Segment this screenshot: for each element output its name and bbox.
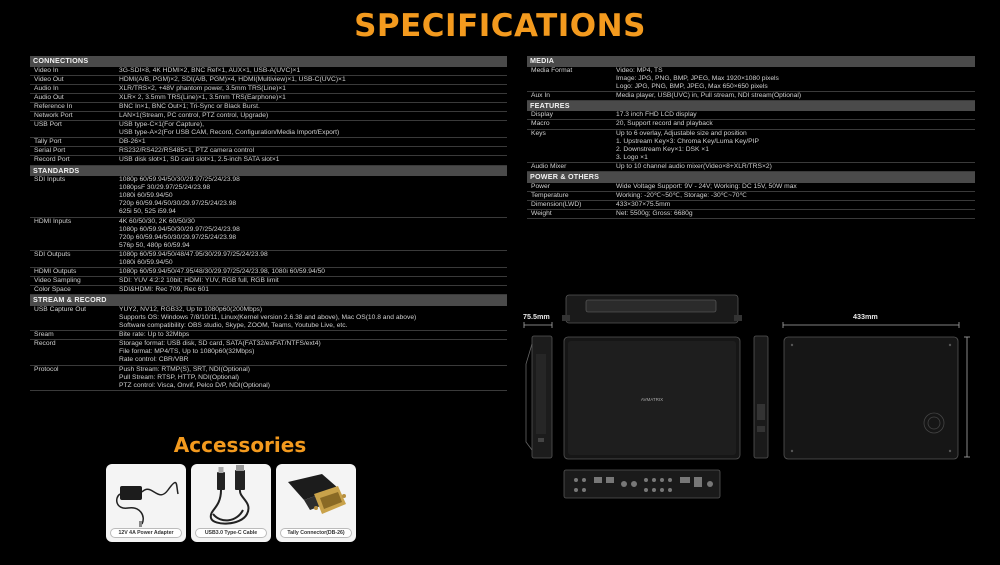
spec-row-power	[527, 183, 975, 192]
spec-value	[119, 156, 507, 164]
spec-row-video-in	[30, 67, 507, 76]
spec-row-usb-capture-out	[30, 306, 507, 331]
spec-key: Video Out	[34, 75, 64, 83]
spec-value-line: BNC In×1, BNC Out×1; Tri-Sync or Black Burst.	[119, 102, 260, 110]
spec-value-line: 1080i 60/59.94/50	[119, 192, 173, 200]
spec-row-color-space	[30, 286, 507, 295]
accessory-card-tally-connector	[276, 464, 356, 542]
spec-row-audio-mixer	[527, 163, 975, 172]
accessory-card-usb-cable	[191, 464, 271, 542]
spec-row-record	[30, 340, 507, 365]
spec-row-aux-in	[527, 92, 975, 101]
spec-value-line: 1080p 60/59.94/50/30/29.97/25/24/23.98	[119, 225, 240, 233]
spec-value-line: 720p 60/59.94/50/30/29.97/25/24/23.98	[119, 233, 237, 241]
spec-value-line: 625i 50, 525 i59.94	[119, 208, 176, 216]
spec-value-line: DB-26×1	[119, 138, 146, 146]
spec-key: Reference In	[34, 102, 73, 110]
spec-value-line: LAN×1(Stream, PC control, PTZ control, Upgrade)	[119, 111, 269, 119]
spec-row-record-port	[30, 156, 507, 165]
spec-key: USB Capture Out	[34, 305, 87, 313]
spec-row-hdmi-inputs	[30, 218, 507, 251]
spec-value	[119, 94, 507, 102]
spec-key: HDMI Outputs	[34, 268, 77, 276]
spec-value-line: 3. Logo ×1	[616, 153, 648, 161]
spec-value-line: 720p 60/59.94/50/30/29.97/25/24/23.98	[119, 200, 237, 208]
spec-value-line: HDMI(A/B, PGM)×2, SDI(A/B, PGM)×4, HDMI(Multiview)×1, USB-C(UVC)×1	[119, 75, 346, 83]
spec-key: Dimension(LWD)	[531, 200, 582, 208]
spec-value	[119, 121, 507, 137]
device-io-panel	[562, 468, 722, 500]
spec-row-usb-port	[30, 121, 507, 138]
spec-key: Display	[531, 111, 553, 119]
spec-value	[119, 218, 507, 250]
spec-value-line: SDI: YUV 4:2:2 10bit; HDMI: YUV, RGB full, RGB limit	[119, 277, 279, 285]
accessory-label: Tally Connector(DB-26)	[280, 528, 352, 538]
width-dimension-line	[782, 322, 960, 328]
height-dimension-line	[964, 336, 970, 458]
spec-value	[616, 130, 975, 162]
spec-key: Temperature	[531, 191, 569, 199]
spec-value-line: Logo: JPG, PNG, BMP, JPEG, Max 650×650 pixels	[616, 82, 768, 90]
spec-value	[616, 192, 975, 200]
spec-row-audio-in	[30, 85, 507, 94]
accessory-label: USB3.0 Type-C Cable	[195, 528, 267, 538]
depth-dimension: 75.5mm	[523, 312, 550, 321]
spec-row-reference-in	[30, 103, 507, 112]
db26-connector-icon	[276, 464, 356, 530]
spec-value-line: 576p 50, 480p 60/59.94	[119, 241, 190, 249]
spec-key: SDI Outputs	[34, 250, 71, 258]
spec-value-line: 433×307×75.5mm	[616, 200, 671, 208]
spec-value-line: PTZ control: Visca, Onvif, Pelco D/P, NDI(Optional)	[119, 381, 271, 389]
spec-value	[616, 111, 975, 119]
spec-key: Aux In	[531, 91, 550, 99]
spec-value-line: USB type-A×2(For USB CAM, Record, Configuration/Media Import/Export)	[119, 129, 340, 137]
spec-value-line: File format: MP4/TS, Up to 1080p60(32Mbps)	[119, 348, 255, 356]
spec-key: Audio Mixer	[531, 162, 567, 170]
spec-value-line: Pull Stream: RTSP, HTTP, NDI(Optional)	[119, 373, 240, 381]
power-adapter-icon	[106, 464, 186, 530]
spec-key: Sream	[34, 331, 54, 339]
spec-row-audio-out	[30, 94, 507, 103]
spec-row-media-format	[527, 67, 975, 92]
spec-value	[616, 201, 975, 209]
spec-value	[616, 120, 975, 128]
usb-cable-icon	[191, 464, 271, 530]
spec-value-line: 1. Upstream Key×3: Chroma Key/Luma Key/PIP	[616, 137, 759, 145]
spec-value-line: 1080p 60/59.94/50/47.95/48/30/29.97/25/24/23.98, 1080i 60/59.94/50	[119, 268, 326, 276]
spec-value	[616, 92, 975, 100]
spec-value-line: SDI&HDMI: Rec 709, Rec 601	[119, 286, 209, 294]
section-heading-standards: STANDARDS	[30, 166, 507, 177]
spec-row-tally-port	[30, 138, 507, 147]
brand-logo: AVMATRIX	[640, 397, 664, 402]
spec-key: Serial Port	[34, 147, 66, 155]
spec-value	[119, 85, 507, 93]
spec-key: Video In	[34, 66, 59, 74]
spec-row-serial-port	[30, 147, 507, 156]
spec-key: Audio Out	[34, 93, 64, 101]
device-front-view	[562, 335, 742, 461]
spec-row-macro	[527, 120, 975, 129]
spec-row-video-sampling	[30, 277, 507, 286]
spec-value	[119, 331, 507, 339]
spec-value-line: Supports OS: Windows 7/8/10/11, Linux(Kernel version 2.6.38 and above), Mac OS(10.8 and above)	[119, 313, 417, 321]
accessory-label: 12V 4A Power Adapter	[110, 528, 182, 538]
spec-value-line: Working: -20℃~50℃, Storage: -30℃~70℃	[616, 191, 748, 199]
spec-value	[119, 76, 507, 84]
spec-row-sdi-inputs	[30, 176, 507, 217]
spec-value	[119, 286, 507, 294]
spec-value	[119, 251, 507, 267]
spec-value-line: YUY2, NV12, RGB32, Up to 1080p60(200Mbps)	[119, 305, 263, 313]
spec-value-line: USB type-C×1(For Capture),	[119, 121, 204, 129]
spec-value	[119, 147, 507, 155]
spec-key: Tally Port	[34, 138, 62, 146]
spec-row-protocol	[30, 366, 507, 391]
spec-value	[119, 103, 507, 111]
spec-value-line: Video: MP4, TS	[616, 66, 663, 74]
spec-value-line: Rate control: CBR/VBR	[119, 356, 189, 364]
spec-value-line: 1080psF 30/29.97/25/24/23.98	[119, 184, 211, 192]
spec-value-line: Up to 6 overlay, Adjustable size and position	[616, 129, 747, 137]
spec-key: Keys	[531, 129, 546, 137]
spec-key: Color Space	[34, 286, 71, 294]
spec-key: Protocol	[34, 365, 59, 373]
section-heading-media: MEDIA	[527, 56, 975, 67]
spec-value-line: USB disk slot×1, SD card slot×1, 2.5-inch SATA slot×1	[119, 156, 280, 164]
spec-row-network-port	[30, 112, 507, 121]
spec-value	[616, 210, 975, 218]
spec-value	[119, 268, 507, 276]
spec-value-line: Push Stream: RTMP(S), SRT, NDI(Optional)	[119, 365, 250, 373]
spec-key: Record Port	[34, 156, 70, 164]
spec-value-line: Image: JPG, PNG, BMP, JPEG, Max 1920×1080 pixels	[616, 74, 779, 82]
spec-key: Network Port	[34, 111, 73, 119]
spec-value-line: Software compatibility: OBS studio, Skype, ZOOM, Teams, Youtube Live, etc.	[119, 322, 348, 330]
depth-dimension-line	[523, 322, 553, 328]
device-right-side-view	[750, 334, 772, 460]
spec-row-display	[527, 111, 975, 120]
spec-key: Power	[531, 182, 550, 190]
spec-key: SDI Inputs	[34, 176, 66, 184]
spec-key: Media Format	[531, 66, 573, 74]
spec-value	[616, 163, 975, 171]
spec-key: Audio In	[34, 84, 59, 92]
spec-key: Video Sampling	[34, 277, 81, 285]
spec-value	[119, 176, 507, 216]
spec-row-dimension-lwd	[527, 201, 975, 210]
spec-value-line: 2. Downstream Key×1: DSK ×1	[616, 145, 709, 153]
spec-value-line: Media player, USB(UVC) in, Pull stream, NDI stream(Optional)	[616, 91, 802, 99]
spec-value	[119, 277, 507, 285]
spec-value-line: Net: 5500g; Gross: 6680g	[616, 209, 693, 217]
spec-value	[616, 183, 975, 191]
spec-value-line: 1080p 60/59.94/50/48/47.95/30/29.97/25/24/23.98	[119, 250, 268, 258]
spec-value-line: Up to 10 channel audio mixer(Video×8+XLR/TRS×2)	[616, 162, 772, 170]
spec-row-hdmi-outputs	[30, 268, 507, 277]
accessory-card-power-adapter	[106, 464, 186, 542]
spec-value-line: Bite rate: Up to 32Mbps	[119, 331, 190, 339]
spec-row-sdi-outputs	[30, 251, 507, 268]
section-heading-features: FEATURES	[527, 101, 975, 112]
spec-value-line: RS232/RS422/RS485×1, PTZ camera control	[119, 147, 255, 155]
spec-row-video-out	[30, 76, 507, 85]
spec-value	[119, 112, 507, 120]
spec-value-line: Storage format: USB disk, SD card, SATA(FAT32/exFAT/NTFS/ext4)	[119, 340, 321, 348]
spec-value	[119, 138, 507, 146]
spec-value-line: 4K 60/50/30, 2K 60/50/30	[119, 217, 195, 225]
spec-value	[119, 67, 507, 75]
section-heading-stream-record: STREAM & RECORD	[30, 295, 507, 306]
spec-value-line: 1080p 60/59.94/50/30/29.97/25/24/23.98	[119, 176, 240, 184]
spec-value-line: 1080i 60/59.94/50	[119, 258, 173, 266]
width-dimension: 433mm	[853, 312, 878, 321]
accessories-title: Accessories	[173, 433, 307, 457]
spec-key: Weight	[531, 209, 552, 217]
spec-value-line: 17.3 inch FHD LCD display	[616, 111, 697, 119]
spec-row-sream	[30, 331, 507, 340]
spec-row-keys	[527, 130, 975, 163]
device-top-view	[562, 289, 742, 327]
spec-row-weight	[527, 210, 975, 219]
spec-key: Record	[34, 340, 56, 348]
spec-key: HDMI Inputs	[34, 217, 72, 225]
spec-value-line: Wide Voltage Support: 9V - 24V; Working: DC 15V, 50W max	[616, 182, 797, 190]
device-side-view	[524, 334, 556, 460]
device-back-view	[782, 335, 960, 461]
page-title: SPECIFICATIONS	[354, 8, 646, 44]
spec-table-left	[30, 56, 507, 391]
spec-key: Macro	[531, 120, 550, 128]
spec-value-line: 3G-SDI×8, 4K HDMI×2, BNC Ref×1, AUX×1, USB-A(UVC)×1	[119, 66, 301, 74]
spec-row-temperature	[527, 192, 975, 201]
spec-table-right	[527, 56, 975, 219]
section-heading-power-others: POWER & OTHERS	[527, 172, 975, 183]
spec-value-line: XLR× 2, 3.5mm TRS(Line)×1, 3.5mm TRS(Earphone)×1	[119, 93, 286, 101]
spec-value	[119, 340, 507, 364]
spec-value	[119, 306, 507, 330]
spec-value	[616, 67, 975, 91]
spec-value-line: XLR/TRS×2, +48V phantom power, 3.5mm TRS(Line)×1	[119, 84, 286, 92]
spec-value-line: 20, Support record and playback	[616, 120, 713, 128]
spec-value	[119, 366, 507, 390]
section-heading-connections: CONNECTIONS	[30, 56, 507, 67]
spec-key: USB Port	[34, 121, 62, 129]
